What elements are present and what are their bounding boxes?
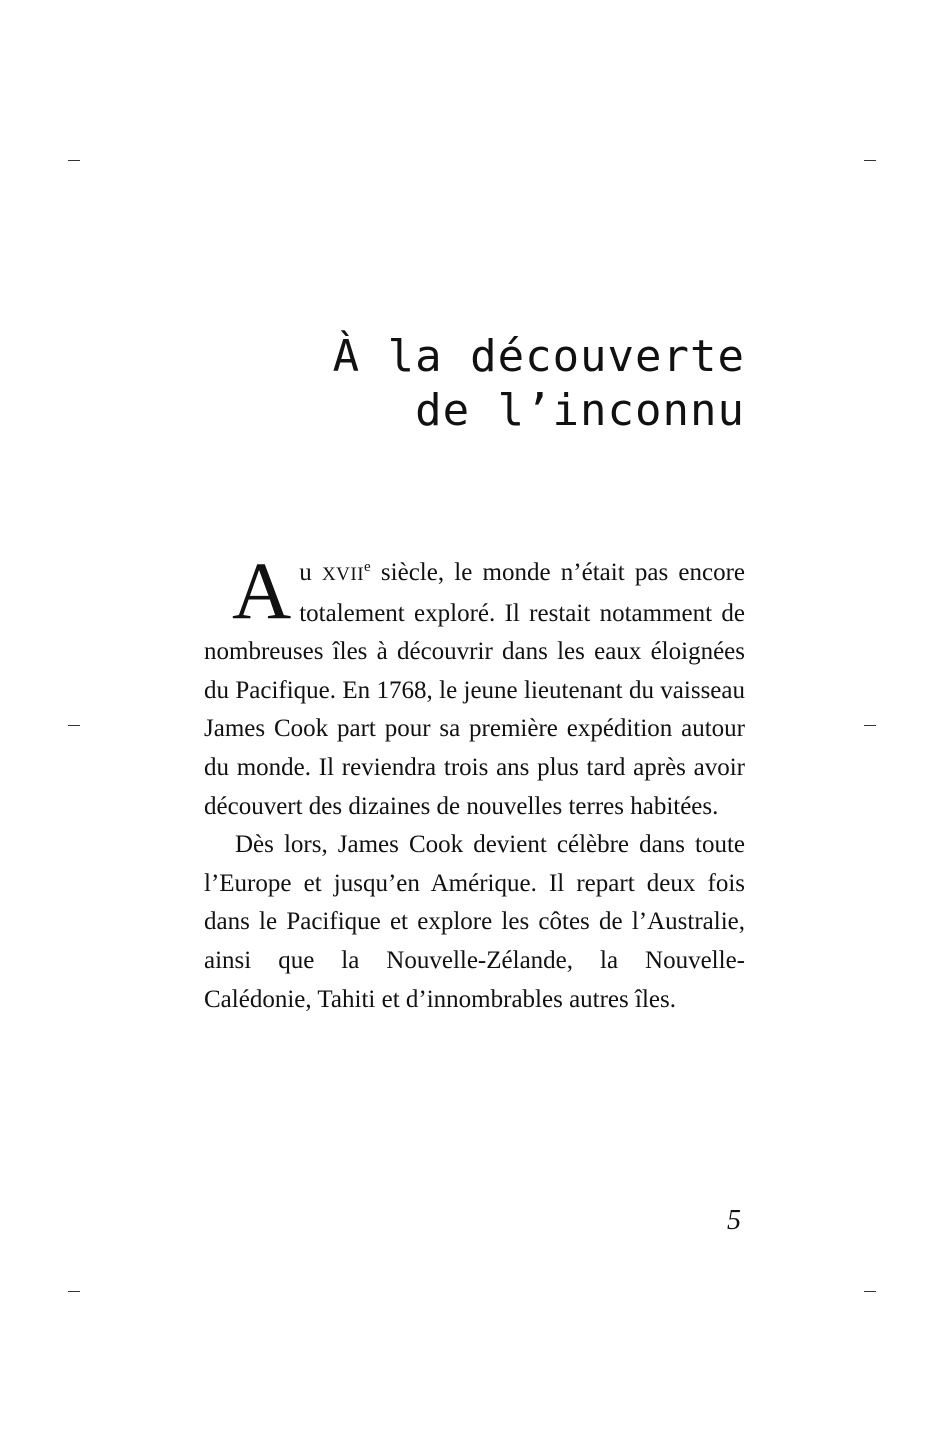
crop-mark-top-right: [864, 160, 876, 161]
paragraph-2: Dès lors, James Cook devient célèbre dans toute l’Europe et jusqu’en Amérique. Il repart deux fois dans le Pacifique et explore les côtes de l’Australie, ainsi que la Nouvelle-Zélande, la Nouvelle-Calédonie, Tahiti et d’innombrables autres îles.: [204, 831, 745, 1013]
crop-mark-bottom-right: [864, 1291, 876, 1292]
crop-mark-middle-right: [864, 725, 876, 726]
century-numeral: XVII: [321, 564, 365, 585]
drop-cap: A: [232, 545, 292, 636]
paragraph-1: [204, 545, 746, 826]
crop-mark-top-left: [68, 160, 80, 161]
crop-mark-middle-left: [68, 725, 80, 726]
century-superscript: e: [364, 559, 371, 575]
page-number: 5: [727, 1205, 741, 1236]
chapter-title-line-1: À la découverte: [332, 331, 745, 382]
chapter-title: [333, 330, 745, 438]
paragraph-1-lead: u: [299, 559, 322, 586]
body-text: [204, 545, 746, 1019]
paragraph-1-text: siècle, le monde n’était pas encore totalement exploré. Il restait notamment de nombreuses îles à découvrir dans les eaux éloignées du Pacifique. En 1768, le jeune lieutenant du vaisseau James Cook part pour sa première expédition autour du monde. Il reviendra trois ans plus tard après avoir découvert des dizaines de nouvelles terres habitées.: [204, 559, 746, 820]
crop-mark-bottom-left: [68, 1291, 80, 1292]
chapter-title-line-2: de l’inconnu: [415, 385, 745, 436]
